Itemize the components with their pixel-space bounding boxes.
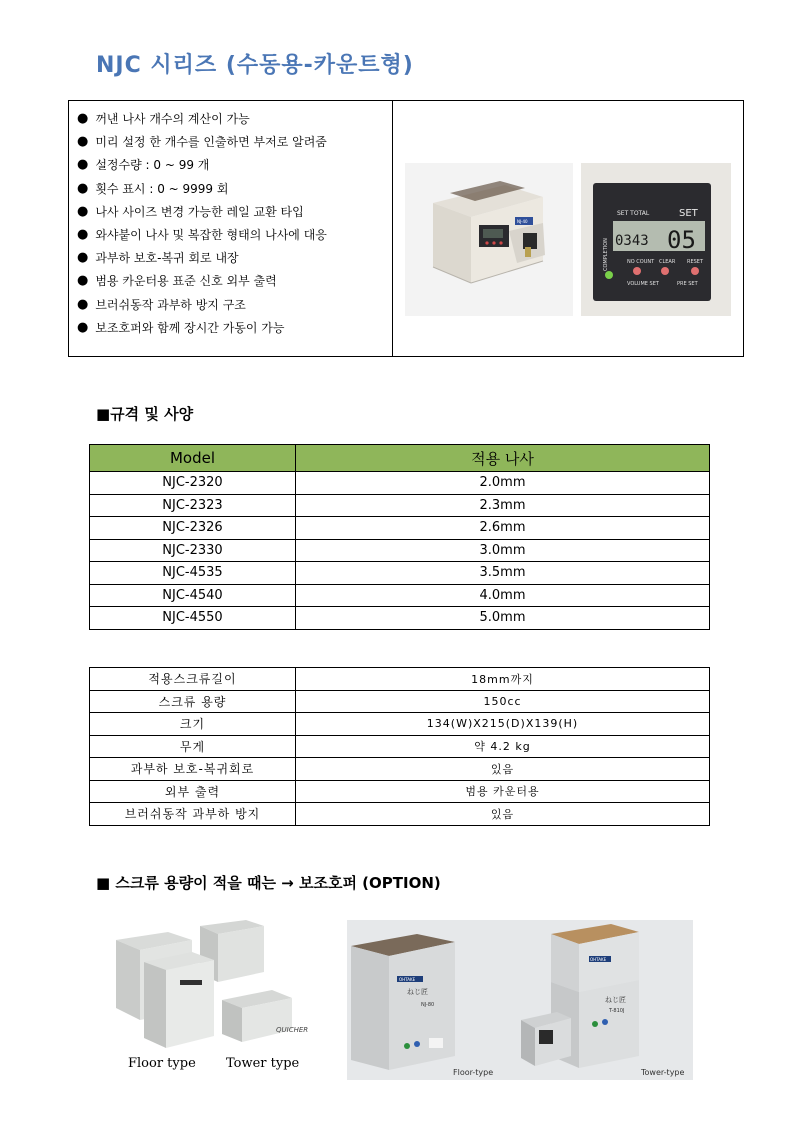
set-label: SET bbox=[679, 208, 698, 219]
size-cell: 4.0mm bbox=[296, 584, 710, 607]
table-row bbox=[90, 607, 710, 630]
bullet-icon: ● bbox=[77, 203, 89, 219]
feature-item bbox=[77, 246, 392, 269]
counter-panel-photo bbox=[581, 163, 731, 316]
feature-item bbox=[77, 130, 392, 153]
hopper-photo-right bbox=[347, 920, 693, 1080]
spec-table bbox=[89, 667, 710, 826]
table-row bbox=[90, 494, 710, 517]
floor-type-caption-2: Floor-type bbox=[453, 1068, 494, 1077]
feature-list bbox=[69, 101, 393, 356]
bullet-icon: ● bbox=[77, 227, 89, 243]
set-readout: 05 bbox=[667, 226, 696, 254]
table-row bbox=[90, 780, 710, 803]
model-cell: NJC-2320 bbox=[90, 472, 296, 495]
feature-text: 설정수량 : 0 ~ 99 개 bbox=[95, 158, 210, 173]
bullet-icon: ● bbox=[77, 319, 89, 335]
screw-feeder-photo bbox=[405, 163, 573, 316]
feature-text: 과부하 보호-복귀 회로 내장 bbox=[95, 251, 239, 266]
feature-item bbox=[77, 316, 392, 339]
brand-badge: NJ-40 bbox=[517, 219, 528, 224]
column-header-model: Model bbox=[90, 445, 296, 472]
spec-value-cell: 18mm까지 bbox=[296, 668, 710, 691]
model-cell: NJC-2323 bbox=[90, 494, 296, 517]
size-cell: 3.0mm bbox=[296, 539, 710, 562]
model-table bbox=[89, 444, 710, 630]
bullet-icon: ● bbox=[77, 296, 89, 312]
feature-item bbox=[77, 107, 392, 130]
spec-value-cell: 150cc bbox=[296, 690, 710, 713]
tower-type-caption-2: Tower-type bbox=[641, 1068, 685, 1077]
model-cell: NJC-4535 bbox=[90, 562, 296, 585]
table-row bbox=[90, 562, 710, 585]
spec-label-cell: 브러쉬동작 과부하 방지 bbox=[90, 803, 296, 826]
spec-label-cell: 외부 출력 bbox=[90, 780, 296, 803]
ohtake-badge-1: OHTAKE bbox=[399, 977, 416, 982]
pre-set-label: PRE SET bbox=[677, 281, 698, 287]
table-row bbox=[90, 539, 710, 562]
reset-label: RESET bbox=[687, 259, 704, 265]
model-cell: NJC-4540 bbox=[90, 584, 296, 607]
feature-item bbox=[77, 177, 392, 200]
table-row bbox=[90, 690, 710, 713]
spec-label-cell: 스크류 용량 bbox=[90, 690, 296, 713]
table-header-row bbox=[90, 445, 710, 472]
features-box bbox=[68, 100, 744, 357]
tower-type-caption: Tower type bbox=[226, 1056, 300, 1071]
bullet-icon: ● bbox=[77, 250, 89, 266]
feature-text: 보조호퍼와 함께 장시간 가동이 가능 bbox=[95, 320, 285, 335]
table-row bbox=[90, 758, 710, 781]
bullet-icon: ● bbox=[77, 180, 89, 196]
reset-button-icon bbox=[691, 267, 699, 275]
neji-label-2: ねじ匠 bbox=[605, 996, 626, 1004]
quicher-logo: QUICHER bbox=[276, 1026, 309, 1034]
model-cell: NJC-4550 bbox=[90, 607, 296, 630]
feature-text: 브러쉬동작 과부하 방지 구조 bbox=[95, 297, 246, 312]
size-cell: 5.0mm bbox=[296, 607, 710, 630]
feature-item bbox=[77, 269, 392, 292]
feature-item bbox=[77, 293, 392, 316]
size-cell: 2.3mm bbox=[296, 494, 710, 517]
table-row bbox=[90, 668, 710, 691]
column-header-screw: 적용 나사 bbox=[296, 445, 710, 472]
option-heading: ■ 스크류 용량이 적을 때는 → 보조호퍼 (OPTION) bbox=[96, 874, 441, 892]
ohtake-badge-2: OHTAKE bbox=[590, 957, 607, 962]
no-count-button-icon bbox=[633, 267, 641, 275]
spec-value-cell: 있음 bbox=[296, 803, 710, 826]
feature-text: 범용 카운터용 표준 신호 외부 출력 bbox=[95, 274, 277, 289]
volume-set-label: VOLUME SET bbox=[627, 281, 659, 287]
spec-label-cell: 적용스크류길이 bbox=[90, 668, 296, 691]
no-count-label: NO COUNT bbox=[627, 259, 655, 265]
spec-label-cell: 과부하 보호-복귀회로 bbox=[90, 758, 296, 781]
model-cell: NJC-2326 bbox=[90, 517, 296, 540]
table-row bbox=[90, 735, 710, 758]
bullet-icon: ● bbox=[77, 111, 89, 127]
size-cell: 2.0mm bbox=[296, 472, 710, 495]
feature-item bbox=[77, 153, 392, 176]
size-cell: 2.6mm bbox=[296, 517, 710, 540]
table-row bbox=[90, 517, 710, 540]
page-title: NJC 시리즈 (수동용-카운트형) bbox=[96, 53, 414, 78]
total-readout: 0343 bbox=[615, 233, 649, 249]
clear-button-icon bbox=[661, 267, 669, 275]
spec-label-cell: 무게 bbox=[90, 735, 296, 758]
feature-text: 와샤붙이 나사 및 복잡한 형태의 나사에 대응 bbox=[95, 228, 327, 243]
size-cell: 3.5mm bbox=[296, 562, 710, 585]
set-total-label: SET TOTAL bbox=[617, 210, 650, 217]
t810j-label: T-810J bbox=[609, 1008, 625, 1014]
feature-text: 꺼낸 나사 개수의 계산이 가능 bbox=[95, 112, 250, 127]
clear-label: CLEAR bbox=[659, 259, 676, 265]
completion-label: COMPLETION bbox=[603, 238, 609, 271]
feature-item bbox=[77, 200, 392, 223]
feature-text: 횟수 표시 : 0 ~ 9999 회 bbox=[95, 181, 229, 196]
table-row bbox=[90, 803, 710, 826]
floor-type-caption: Floor type bbox=[128, 1056, 196, 1071]
table-row bbox=[90, 472, 710, 495]
spec-heading: ■규격 및 사양 bbox=[96, 405, 194, 423]
feature-item bbox=[77, 223, 392, 246]
spec-value-cell: 범용 카운터용 bbox=[296, 780, 710, 803]
hopper-photo-left bbox=[96, 910, 316, 1080]
spec-value-cell: 있음 bbox=[296, 758, 710, 781]
bullet-icon: ● bbox=[77, 157, 89, 173]
table-row bbox=[90, 713, 710, 736]
feature-text: 미리 설정 한 개수를 인출하면 부저로 알려줌 bbox=[95, 135, 327, 150]
table-row bbox=[90, 584, 710, 607]
spec-value-cell: 약 4.2 kg bbox=[296, 735, 710, 758]
neji-label-1: ねじ匠 bbox=[407, 988, 428, 996]
bullet-icon: ● bbox=[77, 273, 89, 289]
feature-text: 나사 사이즈 변경 가능한 레일 교환 타입 bbox=[95, 204, 304, 219]
spec-label-cell: 크기 bbox=[90, 713, 296, 736]
product-photos bbox=[393, 101, 743, 356]
bullet-icon: ● bbox=[77, 134, 89, 150]
model-cell: NJC-2330 bbox=[90, 539, 296, 562]
nj80-label: NJ-80 bbox=[421, 1002, 435, 1008]
spec-value-cell: 134(W)X215(D)X139(H) bbox=[296, 713, 710, 736]
